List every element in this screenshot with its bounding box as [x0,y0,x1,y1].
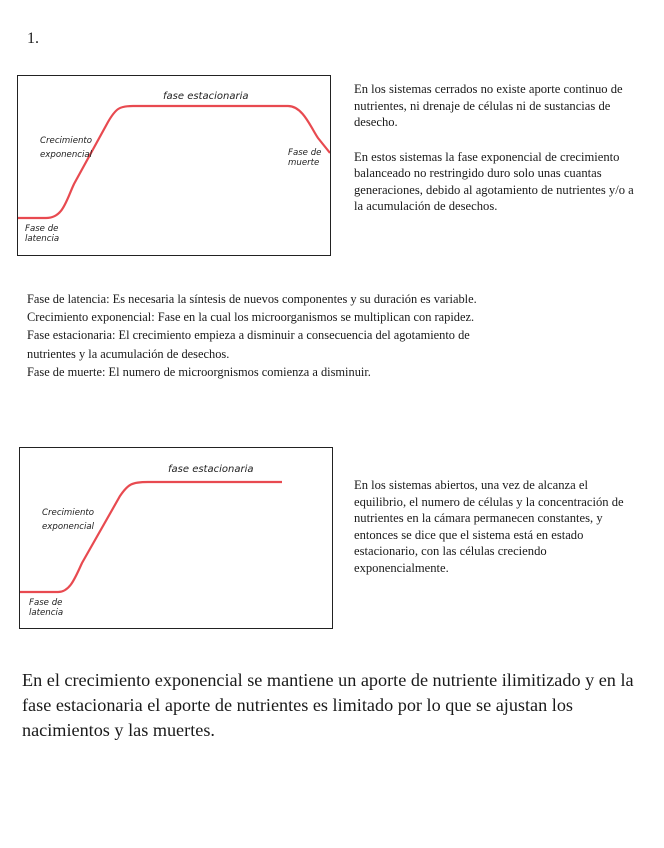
closed-system-paragraph-1: En los sistemas cerrados no existe aporte continuo de nutrientes, ni drenaje de células ni de sustancias de desecho. [354,82,623,129]
label-death-line1: Fase de [288,148,322,158]
open-system-curve-svg [20,448,332,628]
closed-system-growth-chart [17,75,331,256]
open-system-paragraph-1: En los sistemas abiertos, una vez de alcanza el equilibrio, el numero de células y la concentración de nutrientes en la cámara permanecen constantes, y entonces se dice que el sistema está en estado estacionario, con las células creciendo exponencialmente. [354,478,624,575]
definition-line: Fase estacionaria: El crecimiento empieza a disminuir a consecuencia del agotamiento de [27,328,470,343]
label-lag-phase [29,598,63,618]
definition-line: Fase de latencia: Es necesaria la síntesis de nuevos componentes y su duración es variable. [27,292,477,306]
page-number: 1. [27,30,39,47]
conclusion-text: En el crecimiento exponencial se mantiene un aporte de nutriente ilimitizado y en la fase estacionaria el aporte de nutrientes es limitado por lo que se ajustan los nacimientos y las muertes. [22,670,634,740]
label-exponential-phase [40,134,92,162]
open-system-growth-chart [19,447,333,629]
closed-system-curve-svg [18,76,330,255]
label-stationary-phase: fase estacionaria [168,464,254,475]
label-lag-line2: latencia [25,234,60,244]
phase-definitions [27,290,477,381]
growth-curve-closed [18,106,330,218]
label-exponential-line2: exponencial [42,522,95,532]
growth-curve-open [20,482,282,592]
definition-line: Fase de muerte: El numero de microorgnismos comienza a disminuir. [27,364,371,379]
definition-line: Crecimiento exponencial: Fase en la cual los microorganismos se multiplican con rapidez. [27,310,475,325]
label-death-line2: muerte [288,158,320,168]
label-lag-line1: Fase de [25,224,59,234]
label-exponential-line2: exponencial [40,150,93,160]
label-exponential-line1: Crecimiento [42,508,95,518]
label-lag-phase [25,224,59,244]
label-death-phase [288,148,321,168]
closed-system-text [354,81,636,215]
label-lag-line1: Fase de [29,598,63,608]
label-exponential-line1: Crecimiento [40,136,93,146]
definition-line: nutrientes y la acumulación de desechos. [27,346,230,361]
label-exponential-phase [42,506,94,534]
open-system-text [354,477,626,576]
label-stationary-phase: fase estacionaria [163,91,249,102]
closed-system-paragraph-2: En estos sistemas la fase exponencial de crecimiento balanceado no restringido duro solo unas cuantas generaciones, debido al agotamiento de nutrientes y/o a la acumulación de desechos. [354,149,634,213]
label-lag-line2: latencia [29,608,64,618]
